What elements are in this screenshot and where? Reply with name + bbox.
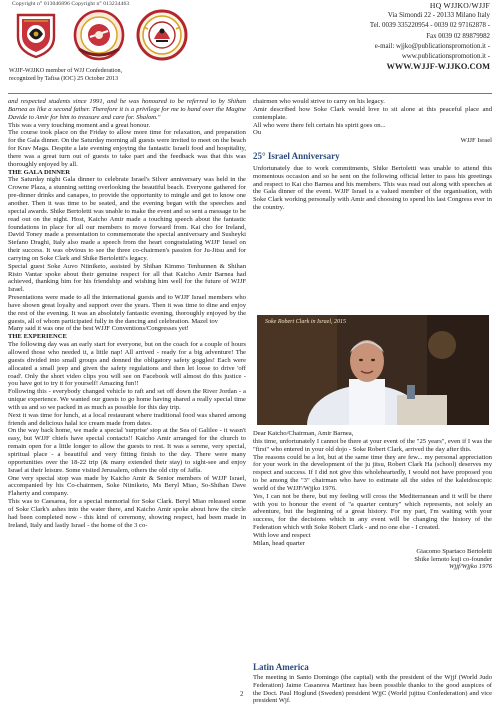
hq-fax: Fax 0039 02 89879982: [426, 32, 490, 40]
hq-web[interactable]: www.publicationspromotion.it -: [401, 53, 490, 61]
membership-note: [9, 67, 224, 83]
world-ju-jitsu-seal: [73, 9, 125, 61]
paragraph: The course took place on the Friday to allow more time for relaxation, and preparation for the Gala dinner. On the Saturday morning all guests were invited to meet on the beach for Krav Maga. Despite a late evening enjoying the fantastic Israeli food and hospitality, there was a great turn out of guests to take part and the feedback was that this was thoroughly enjoyed by all.: [8, 129, 246, 168]
paragraph: Amir described how Soke Clark would love to sit alone at this peaceful place and contemplate.: [253, 105, 492, 121]
soke-clark-photo: [257, 315, 489, 425]
signature-line: Shike lemoto kuji co-founder: [414, 555, 492, 563]
paragraph: Many said it was one of the best WJJF Conventions/Congresses yet!: [8, 325, 189, 333]
signature-line: Giacomo Spartaco Bertoletti: [416, 547, 492, 555]
signature-line: Wjjf/Wjjko 1976: [448, 563, 492, 571]
member-line-1: WJJF-WJJKO member of WJJ Confederation,: [9, 68, 123, 74]
paragraph: All who were there felt certain his spirit goes on...: [253, 121, 386, 129]
anniversary-section: [253, 153, 492, 212]
section-heading: THE EXPERIENCE: [8, 333, 67, 341]
paragraph: One very special stop was made by Kaicho Amir & Senior members of WJJF Israel, accompanied by his Co-chairmen, Soke Niiniketo, Ms Beryl Miao, So-Shihan Dave Flaherty and company.: [8, 474, 246, 498]
header-divider: [8, 93, 492, 94]
anniversary-heading: 25° Israel Anniversary: [253, 151, 340, 161]
member-line-2: recognized by Tafisa (IOC) 25 October 2013: [9, 76, 119, 82]
hq-email[interactable]: e-mail: wjjko@publicationspromotion.it -: [374, 42, 490, 50]
paragraph: The following day was an early start for everyone, but on the coach for a couple of hours allowed those who needed it, a little nap! All arrived - ready for a big adventure! The guests divided into small groups and donned the obligatory safety goggles! Each were allocated a small jeep and given the safety regulations and then let loose to drive 'off road'. Only the short video clips you will see on Facebook will almost do this justice - you have got to try it for yourself! Amazing fun!!: [8, 341, 246, 388]
paragraph: This was a very touching moment and a great honour.: [8, 121, 151, 129]
latin-heading: Latin America: [253, 662, 309, 672]
paragraph: Special guest Soke Auvo Niiniketo, assisted by Shihan Kimmo Tenhunnen & Shihan Risto Vantar spoke about their genuine respect for all that Kaicho Amir Barnea had achieved, thanking him for his friendship and wishing him well for the future of WJJF Israel.: [8, 262, 246, 294]
hq-tel: Tel. 0039 335220954 - 0039 02 97162878 -: [369, 22, 490, 30]
right-column-top: [253, 98, 492, 145]
hq-site-link[interactable]: WWW.WJJF-WJJKO.COM: [386, 62, 490, 72]
wjjf-shield-logo: [10, 9, 62, 61]
paragraph: Milan, head quarter: [253, 539, 305, 547]
latin-body: The meeting in Santo Domingo (the capital) with the president of the Wjjf (World Judo Federation) Jaime Casanova Martinez has been possible thanks to the good auspices of the Doct. Paul Hoglund (Sweden) president WjjC (World jujitsu Confederation) and vice president Wjf.: [253, 673, 492, 705]
copyright-line: Copyright n° 013046896 Copyright n° 013234463: [12, 1, 130, 7]
paragraph: this time, unfortunately I cannot be there at your event of the "25 years", even if I was the "first" who entered in your old dojo - Soke Robert Clark, arrived the day after this.: [253, 437, 492, 453]
page-number: 2: [240, 690, 244, 698]
paragraph: Ou: [253, 129, 262, 137]
logo-row: [10, 9, 200, 67]
signature-line: WJJF Israel: [460, 137, 492, 145]
paragraph: Yes, I can not be there, but my feeling will cross the Mediterranean and it will be there with you to honour the event of "a quarter century" which represents, not solely an adventure, but the beginning of a great history. For my part, I'm waiting with your success, for the decisions which in any event will be changing the history of the Federation which with Soke Robert Clark - and no one else - I created.: [253, 492, 492, 532]
hq-title: HQ WJJKO/WJJF: [429, 1, 490, 10]
anniversary-body: Unfortunately due to work commitments, Shike Bertoletti was unable to attend this momentous occasion and so he sent on the following official letter to pass his greetings and respect to Kai cho Barnea and his members. This was read out along with speeches at the Gala dinner of the event. WJJF Israel is a valued member of the organisation, with Soke Clark working personally with Amir and choosing to spend his last Congress ever in the country.: [253, 164, 492, 212]
left-column: [8, 98, 246, 529]
latin-america-section: [253, 664, 492, 705]
photo-caption: Soke Robert Clark in Israel, 2015: [265, 319, 346, 325]
paragraph: The Saturday night Gala dinner to celebrate Israel's Silver anniversary was held in the Crowne Plaza, a stunning setting overlooking the beautiful beach. Everyone gathered for pre-dinner drinks and canapes, to provide the opportunity to mingle and get to know one another. Then it was time to be seated, and the evening began with the speeches and special awards. Shike Bertoletti was unable to make the event and so sent a message to be read out on the night. Host, Kaicho Amir made a touching speech about the fantastic foundations in place for all our members to move forward from. Kai cho for Ireland, David Toney made a presentation to commemorate the special anniversary and Susheyki Stefano Draghi, Italy also made a speech from the heart congratulating WJJF Israel on their success. It was obvious to see the three co-chairmen's passion for Ju-Jitsu and for carrying on Soke Clark and Shike Bertoletti's legacy.: [8, 176, 246, 262]
section-heading: THE GALA DINNER: [8, 168, 71, 176]
paragraph: On the way back home, we made a special 'surprise' stop at the Sea of Galilee - it wasn't easy, but WJJF chiefs have special contacts!! Kaicho Amir arranged for the church to remain open for a little longer to allow the guests to rest. It was a serene, very special, spiritual place - a beautiful and very fitting finish to the day. There were many opportunities over the 18-22 trip (& many extended their stay) to sight-see and enjoy Israel at their leisure. Some visited Jerusalem, others the old city of Jaffa.: [8, 427, 246, 474]
wjjko-emblem: [136, 9, 188, 61]
paragraph: Dear Kaicho/Chairman, Amir Barnea,: [253, 430, 354, 437]
paragraph: chairmen who would strive to carry on his legacy.: [253, 98, 385, 105]
paragraph: Presentations were made to all the international guests and to WJJF Israel members who have shown great loyalty and support over the years. Then it was time to dine and enjoy the rest of the evening. It was an absolutely fantastic evening, thoroughly enjoyed by the guests, all of whom participated fully in the dancing and celebration. Mazel tov: [8, 294, 246, 325]
bertoletti-letter: [253, 430, 492, 571]
hq-contact-block: [240, 1, 490, 72]
paragraph: This was to Caesarea, for a special memorial for Soke Clark. Beryl Miao released some of Soke Clark's ashes into the water there, and Kaicho Amir spoke about how the circle had been completed now - this kind of ceremony, showing respect, had been made in Ireland, Italy and lastly Israel - the home of the 3 co-: [8, 498, 246, 529]
paragraph: Next it was time for lunch, at a local restaurant where traditional food was shared among friends and delicious halal ice cream made from dates.: [8, 411, 246, 427]
paragraph: Following this - everybody changed vehicle to raft and set off down the River Jordan - a unique experience. We wanted our guests to go home having shared a really special time with us and so we packed in as much as possible for this day trip.: [8, 388, 246, 411]
paragraph: With love and respect: [253, 531, 311, 539]
quote-paragraph: and respected students since 1991, and he was honoured to be referred to by Shihan Barnea as like a second father. Therefore it is a privilege for me to hand over the Magine Davide to Amir for him to treasure and care for. Shalom.": [8, 98, 246, 121]
hq-address: Via Simondi 22 - 20133 Milano Italy: [387, 12, 490, 20]
paragraph: The reasons could be a lot, but at the same time they are few... my personal appreciation for your work in the development of the ju jitsu, Robert Clark Ha (school) deserves my respect and success. If I did not give this wholeheartedly, I would not have proposed you to be among the "3" chairman who have to estimate all the sides of the kaleidoscopic world of the WJJF/Wjjko 1976.: [253, 453, 492, 492]
